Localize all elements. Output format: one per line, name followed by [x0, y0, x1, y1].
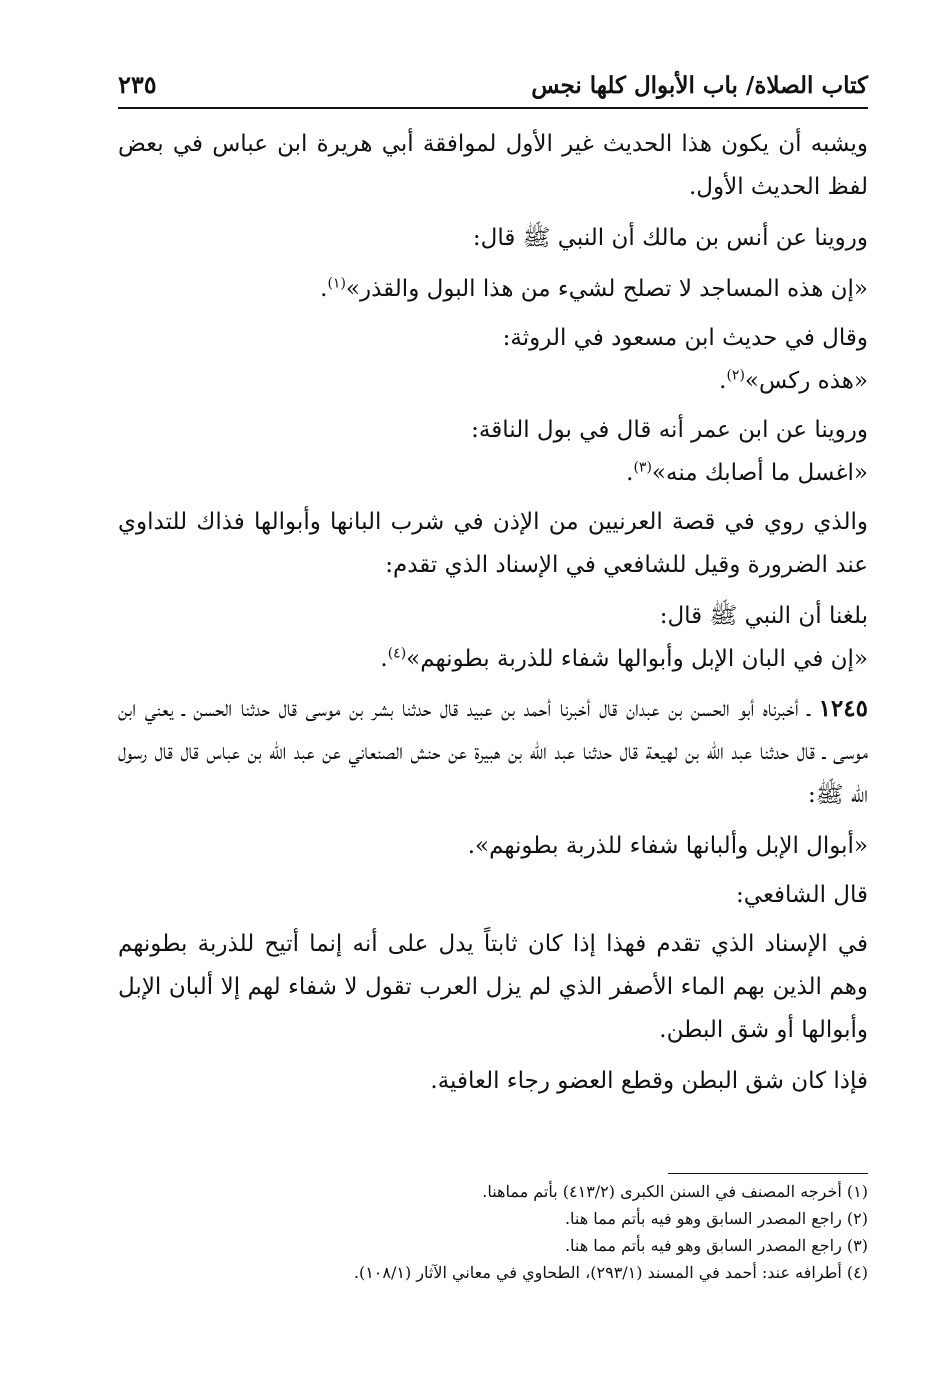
page — [118, 70, 868, 1313]
paragraph: ويشبه أن يكون هذا الحديث غير الأول لموافقة أبي هريرة ابن عباس في بعض لفظ الحديث الأول. — [118, 131, 868, 200]
footnote-ref: (٤) — [387, 645, 407, 662]
paragraph: قال الشافعي: — [736, 882, 868, 908]
running-title: كتاب الصلاة/ باب الأبوال كلها نجس — [531, 72, 868, 99]
paragraph: وقال في حديث ابن مسعود في الروثة: — [502, 325, 868, 351]
footnote: (٤) أطرافه عند: أحمد في المسند (٢٩٣/١)، الطحاوي في معاني الآثار (١٠٨/١). — [353, 1263, 868, 1282]
hadith-entry: ١٢٤٥ ـ أخبرناه أبو الحسن بن عبدان قال أخبرنا أحمد بن عبيد قال حدثنا بشر بن موسى قال حدثنا الحسن ـ يعني ابن موسى ـ قال حدثنا عبد الله بن لهيعة قال حدثنا عبد الله بن هبيرة عن حنش الصنعاني عن عبد الله بن عباس قال قال رسول الله ﷺ: — [118, 695, 868, 808]
hadith-number: ١٢٤٥ — [818, 695, 868, 722]
quoted-hadith: «إن في البان الإبل وأبوالها شفاء للذربة بطونهم»$^{(٤)}$. — [380, 645, 868, 672]
footnote: (٢) راجع المصدر السابق وهو فيه بأتم مما هنا. — [564, 1209, 868, 1228]
paragraph: بلغنا أن النبي ﷺ قال: — [659, 603, 868, 629]
running-header — [118, 70, 868, 109]
paragraph: في الإسناد الذي تقدم فهذا إذا كان ثابتاً يدل على أنه إنما أتيح للذربة بطونهم وهم الذين بهم الماء الأصفر الذي لم يزل العرب تقول لا شفاء لهم إلا ألبان الإبل وأبوالها أو شق البطن. — [118, 931, 868, 1043]
footnotes — [118, 1173, 868, 1286]
page-number: ٢٣٥ — [118, 70, 157, 99]
paragraph: وروينا عن ابن عمر أنه قال في بول الناقة: — [471, 417, 868, 443]
footnote-ref: (٢) — [726, 367, 745, 384]
quoted-hadith: «اغسل ما أصابك منه»$^{(٣)}$. — [626, 459, 868, 486]
footnote: (١) أخرجه المصنف في السنن الكبرى (٤١٣/٢) بأتم مماهنا. — [482, 1182, 868, 1201]
footnote-divider — [668, 1173, 868, 1174]
quoted-hadith: «أبوال الإبل وألبانها شفاء للذربة بطونهم». — [467, 833, 868, 859]
footnote: (٣) راجع المصدر السابق وهو فيه بأتم مما هنا. — [564, 1236, 868, 1255]
paragraph: والذي روي في قصة العرنيين من الإذن في شرب البانها وأبوالها فذاك للتداوي عند الضرورة وقيل للشافعي في الإسناد الذي تقدم: — [118, 509, 868, 578]
paragraph: فإذا كان شق البطن وقطع العضو رجاء العافية. — [430, 1068, 868, 1094]
main-text — [118, 123, 868, 1103]
footnote-ref: (٣) — [633, 459, 652, 476]
quoted-hadith: «إن هذه المساجد لا تصلح لشيء من هذا البول والقذر»$^{(١)}$. — [320, 275, 868, 302]
quoted-hadith: «هذه ركس»$^{(٢)}$. — [719, 367, 868, 394]
footnote-ref: (١) — [327, 275, 346, 292]
paragraph: وروينا عن أنس بن مالك أن النبي ﷺ قال: — [472, 225, 868, 251]
